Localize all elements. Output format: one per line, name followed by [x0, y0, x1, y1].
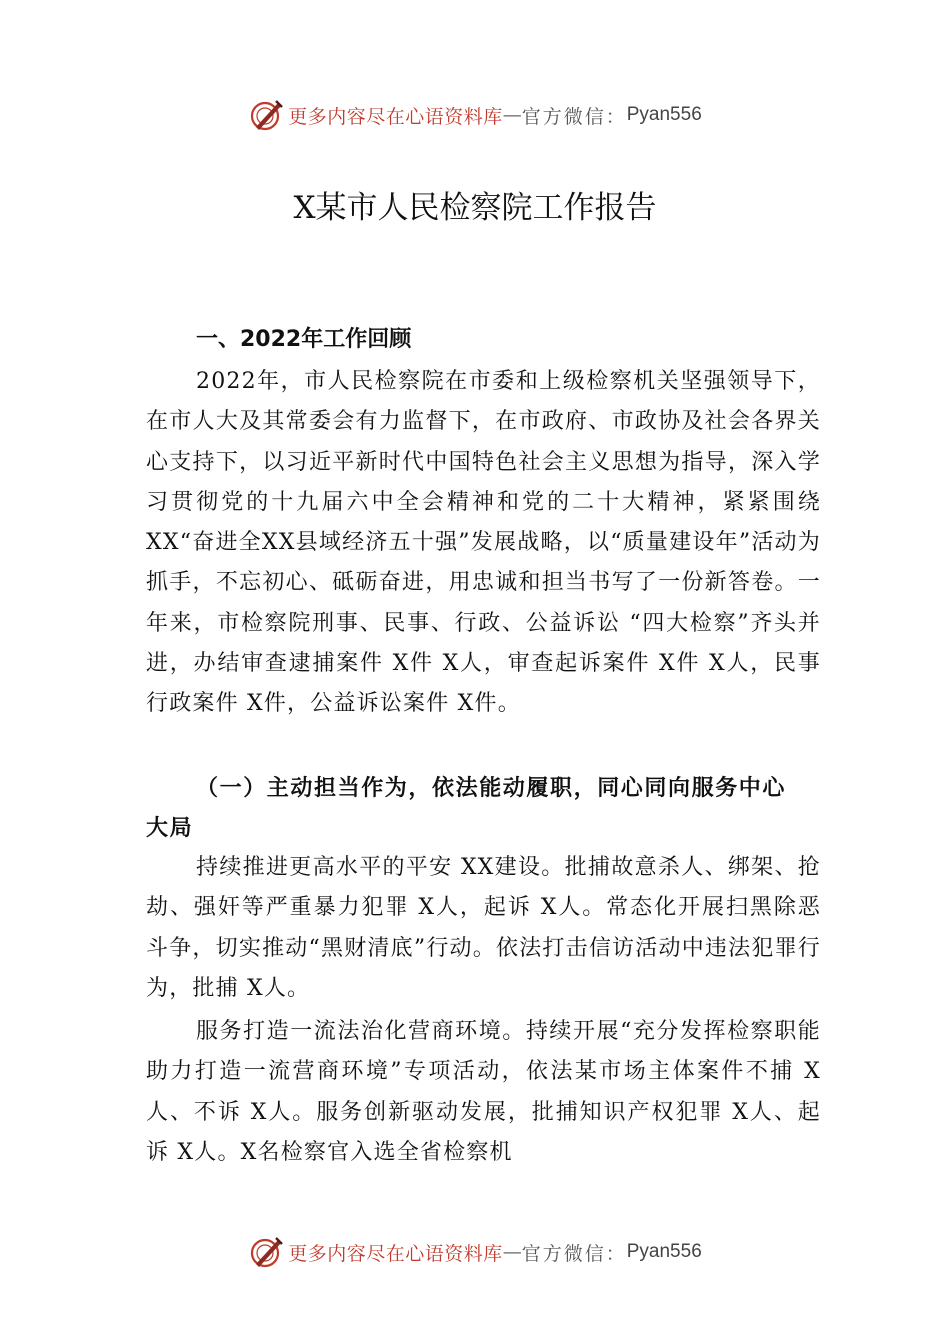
watermark-banner-top	[0, 95, 950, 135]
stamp-pen-logo-icon	[248, 97, 284, 133]
brand-text: 更多内容尽在心语资料库	[288, 1242, 503, 1265]
wechat-label: 官方微信：	[521, 1242, 627, 1265]
paragraph-2: 持续推进更高水平的平安 XX建设。批捕故意杀人、绑架、抢劫、强奸等严重暴力犯罪 X人，起诉 X人。常态化开展扫黑除恶斗争，切实推动“黑财清底”行动。依法打击信访活动中违法犯罪行为，批捕 X人。	[146, 855, 821, 1001]
subheading-1: （一）主动担当作为，依法能动履职，同心同向服务中心大局	[146, 775, 787, 841]
section-heading: 一、2022年工作回顾	[196, 327, 412, 352]
wechat-id: Pyan556	[626, 1241, 702, 1262]
wechat-label: 官方微信：	[521, 105, 627, 128]
wechat-id: Pyan556	[626, 104, 702, 125]
stamp-pen-logo-icon	[248, 1234, 284, 1270]
paragraph-3: 服务打造一流法治化营商环境。持续开展“充分发挥检察职能助力打造一流营商环境”专项活动，依法某市场主体案件不捕 X人、不诉 X人。服务创新驱动发展，批捕知识产权犯罪 X人、起诉 X人。X名检察官入选全省检察机	[146, 1019, 821, 1165]
document-title: X某市人民检察院工作报告	[293, 190, 657, 226]
watermark-banner-bottom	[0, 1232, 950, 1272]
banner-separator: —	[502, 104, 522, 126]
brand-text: 更多内容尽在心语资料库	[288, 105, 503, 128]
banner-separator: —	[502, 1241, 522, 1263]
paragraph-1: 2022年，市人民检察院在市委和上级检察机关坚强领导下，在市人大及其常委会有力监督下，在市政府、市政协及社会各界关心支持下，以习近平新时代中国特色社会主义思想为指导，深入学习贯彻党的十九届六中全会精神和党的二十大精神，紧紧围绕 XX“奋进全XX县域经济五十强”发展战略，以“质量建设年”活动为抓手，不忘初心、砥砺奋进，用忠诚和担当书写了一份新答卷。一年来，市检察院刑事、民事、行政、公益诉讼 “四大检察”齐头并进，办结审查逮捕案件 X件 X人，审查起诉案件 X件 X人，民事行政案件 X件，公益诉讼案件 X件。	[146, 369, 821, 717]
